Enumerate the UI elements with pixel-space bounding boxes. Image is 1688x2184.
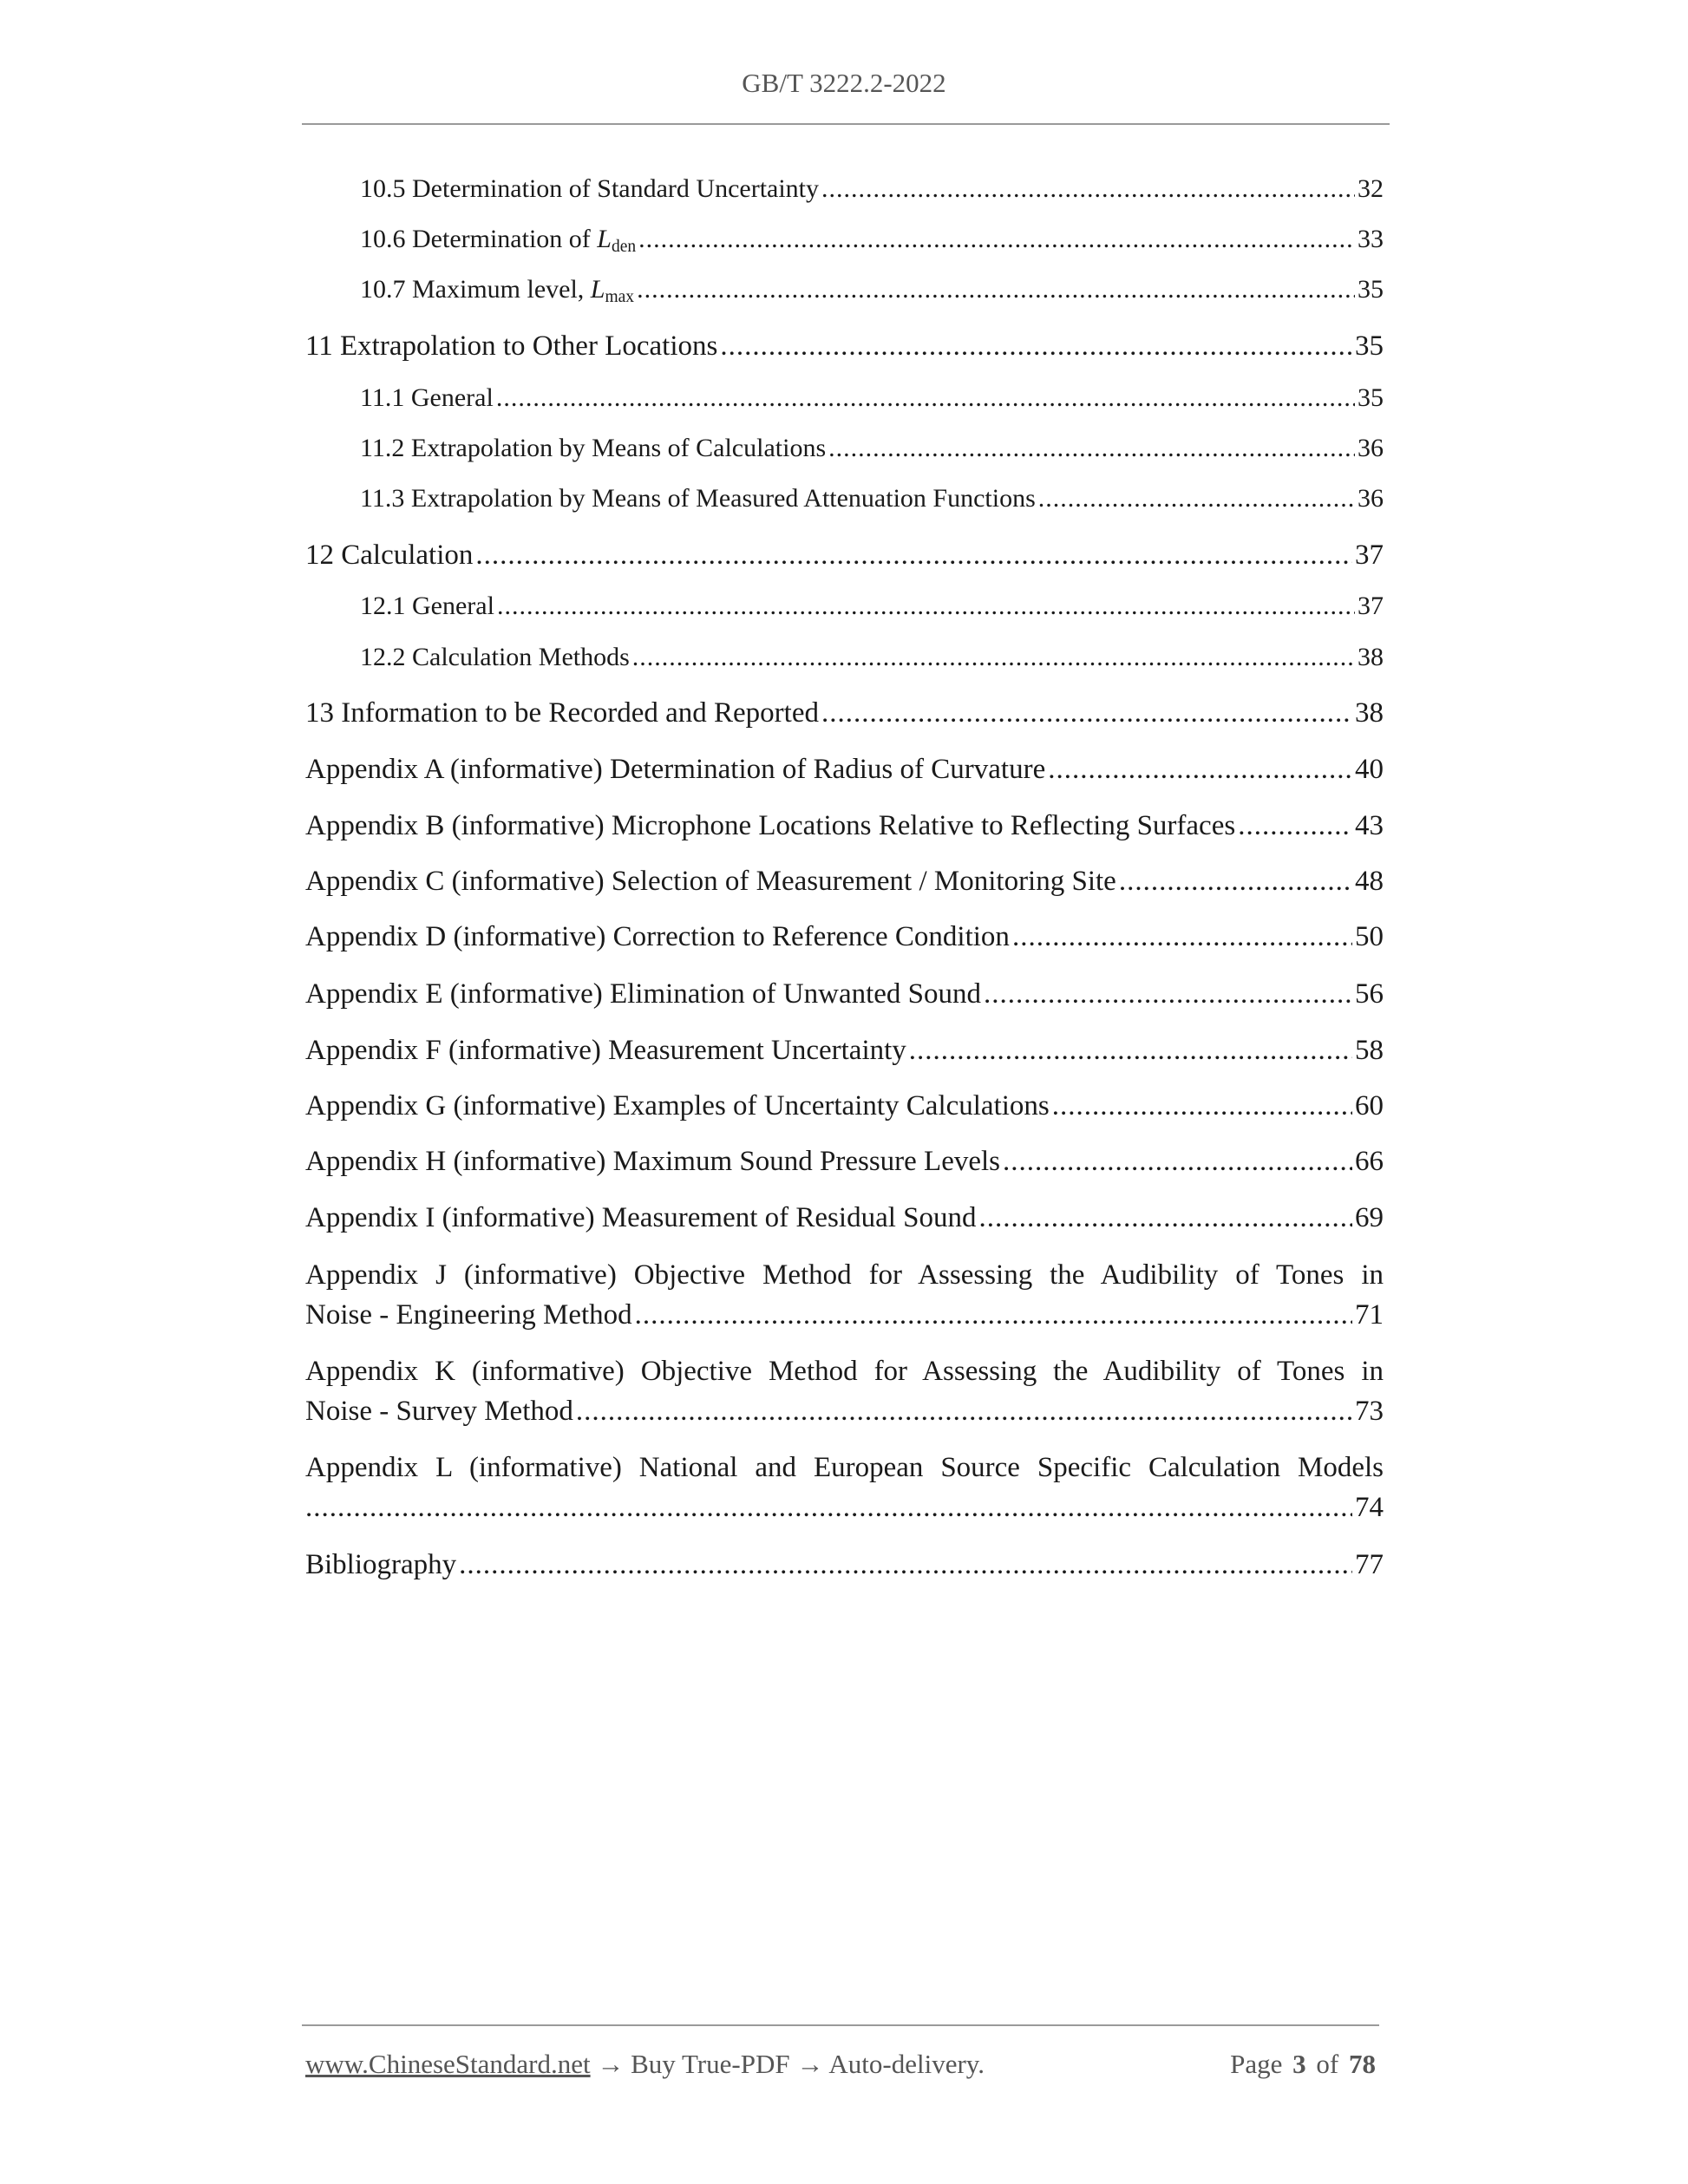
footer-divider (302, 2024, 1379, 2026)
toc-page-number: 50 (1355, 921, 1384, 952)
toc-entry[interactable] (305, 1201, 1384, 1236)
toc-entry[interactable] (305, 1491, 1384, 1526)
title-text: 12 Calculation (305, 539, 474, 571)
toc-entry-title (360, 274, 634, 307)
toc-entry[interactable] (305, 978, 1384, 1012)
toc-page-number: 35 (1358, 275, 1384, 304)
toc-entry[interactable] (305, 809, 1384, 844)
toc-entry-title (305, 920, 1010, 955)
toc-page-number: 69 (1355, 1202, 1384, 1233)
total-pages: 78 (1349, 2049, 1376, 2079)
toc-page-number: 36 (1358, 434, 1384, 462)
toc-page-number: 35 (1355, 330, 1384, 362)
toc-page-number: 38 (1358, 643, 1384, 671)
toc-entry[interactable] (305, 696, 1384, 731)
toc-entry[interactable] (305, 1034, 1384, 1069)
dot-leader (1038, 483, 1355, 514)
symbol-variable: L (597, 225, 612, 253)
toc-entry[interactable] (305, 330, 1384, 364)
page-indicator (1230, 2049, 1376, 2080)
toc-page-number: 48 (1355, 866, 1384, 897)
title-text: Noise - Engineering Method (305, 1299, 632, 1331)
toc-entry-title (360, 173, 819, 205)
toc-entry-title (360, 483, 1036, 514)
dot-leader (1048, 753, 1352, 788)
toc-entry-title-line[interactable]: Appendix K (informative) Objective Method for Assessing the Audibility of Tones in (305, 1356, 1384, 1387)
toc-page-number: 56 (1355, 978, 1384, 1010)
symbol-subscript: max (605, 287, 635, 306)
toc-entry-title (305, 1145, 1000, 1180)
toc-entry-title (305, 1089, 1050, 1124)
toc-entry-title-line[interactable]: Appendix J (informative) Objective Method for Assessing the Audibility of Tones in (305, 1259, 1384, 1291)
toc-entry-title (305, 1034, 906, 1069)
toc-entry[interactable] (360, 383, 1384, 414)
symbol-subscript: den (611, 237, 637, 256)
dot-leader (821, 696, 1352, 731)
toc-entry[interactable] (360, 433, 1384, 464)
toc-entry[interactable] (360, 483, 1384, 514)
toc-page-number: 40 (1355, 754, 1384, 785)
toc-entry-title (305, 753, 1045, 788)
title-text: Appendix C (informative) Selection of Measurement / Monitoring Site (305, 866, 1116, 897)
toc-entry[interactable] (305, 865, 1384, 899)
title-text: 10.6 Determination of (360, 225, 598, 253)
toc-entry[interactable] (305, 1145, 1384, 1180)
toc-page-number: 58 (1355, 1035, 1384, 1066)
toc-entry-title (305, 809, 1235, 844)
toc-entry-title (305, 1298, 632, 1333)
dot-leader (632, 642, 1355, 673)
dot-leader (496, 383, 1355, 414)
title-text: Bibliography (305, 1549, 457, 1580)
title-text: 12.2 Calculation Methods (360, 643, 630, 671)
toc-entry[interactable] (305, 1089, 1384, 1124)
toc-entry[interactable] (305, 1548, 1384, 1583)
title-text: 11.3 Extrapolation by Means of Measured Attenuation Functions (360, 484, 1036, 513)
dot-leader (828, 433, 1355, 464)
dot-leader (576, 1395, 1352, 1429)
dot-leader (635, 1298, 1352, 1333)
toc-entry[interactable] (305, 920, 1384, 955)
dot-leader (1238, 809, 1352, 844)
toc-entry-title (305, 1548, 456, 1583)
title-text: Appendix G (informative) Examples of Uncertainty Calculations (305, 1090, 1050, 1121)
title-text: 11.1 General (360, 383, 494, 412)
toc-entry-title (305, 696, 819, 731)
footer-promo (305, 2049, 985, 2080)
dot-leader (305, 1491, 1352, 1526)
title-text: 10.5 Determination of Standard Uncertainty (360, 174, 820, 203)
website-link[interactable]: www.ChineseStandard.net (305, 2049, 591, 2079)
dot-leader (638, 224, 1355, 255)
dot-leader (637, 274, 1355, 305)
toc-page-number: 37 (1355, 539, 1384, 571)
toc-entry[interactable] (305, 753, 1384, 788)
toc-entry-title (305, 330, 717, 364)
toc-entry-title (305, 539, 473, 573)
buy-text: Buy True-PDF (631, 2049, 790, 2079)
title-text: Appendix B (informative) Microphone Locations Relative to Reflecting Surfaces (305, 810, 1236, 841)
toc-entry-title (305, 1201, 977, 1236)
symbol-variable: L (590, 275, 605, 304)
toc-entry[interactable] (360, 224, 1384, 257)
dot-leader (984, 978, 1352, 1012)
dot-leader (1052, 1089, 1352, 1124)
toc-page-number: 33 (1358, 225, 1384, 253)
toc-page-number: 35 (1358, 383, 1384, 412)
toc-page-number: 77 (1355, 1549, 1384, 1580)
toc-page-number: 38 (1355, 697, 1384, 729)
toc-entry-title-line[interactable]: Appendix L (informative) National and European Source Specific Calculation Models (305, 1452, 1384, 1483)
title-text: Noise - Survey Method (305, 1396, 573, 1427)
dot-leader (1003, 1145, 1352, 1180)
page-label: Page (1230, 2049, 1283, 2079)
title-text: 11 Extrapolation to Other Locations (305, 330, 718, 362)
toc-entry[interactable] (305, 1395, 1384, 1429)
title-text: Appendix E (informative) Elimination of Unwanted Sound (305, 978, 982, 1010)
title-text: Appendix A (informative) Determination of Radius of Curvature (305, 754, 1046, 785)
toc-entry[interactable] (305, 539, 1384, 573)
toc-entry-title (360, 224, 636, 257)
dot-leader (1012, 920, 1352, 955)
toc-page-number: 32 (1358, 174, 1384, 203)
dot-leader (909, 1034, 1352, 1069)
toc-entry-title (360, 433, 826, 464)
toc-entry[interactable] (360, 274, 1384, 307)
of-label: of (1316, 2049, 1339, 2079)
current-page: 3 (1292, 2049, 1306, 2079)
arrow-right-icon: → (597, 2049, 625, 2079)
toc-page-number: 43 (1355, 810, 1384, 841)
toc-page-number: 74 (1355, 1492, 1384, 1523)
title-text: Appendix I (informative) Measurement of Residual Sound (305, 1202, 977, 1233)
title-text: 11.2 Extrapolation by Means of Calculations (360, 434, 827, 462)
toc-entry[interactable] (360, 642, 1384, 673)
toc-entry[interactable] (360, 591, 1384, 622)
toc-entry-title (360, 591, 494, 622)
arrow-right-icon: → (796, 2049, 824, 2079)
title-text: 12.1 General (360, 592, 494, 620)
dot-leader (497, 591, 1355, 622)
toc-entry-title (305, 1395, 573, 1429)
dot-leader (459, 1548, 1352, 1583)
toc-entry-title (305, 865, 1116, 899)
title-text: Appendix F (informative) Measurement Uncertainty (305, 1035, 906, 1066)
dot-leader (475, 539, 1352, 573)
toc-page-number: 60 (1355, 1090, 1384, 1121)
toc-page-number: 66 (1355, 1146, 1384, 1177)
dot-leader (979, 1201, 1353, 1236)
delivery-text: Auto-delivery. (828, 2049, 985, 2079)
document-header-title: GB/T 3222.2-2022 (742, 68, 946, 98)
toc-page-number: 36 (1358, 484, 1384, 513)
toc-entry-title (305, 978, 981, 1012)
toc-page-number: 71 (1355, 1299, 1384, 1331)
toc-entry-title (360, 383, 494, 414)
toc-entry[interactable] (305, 1298, 1384, 1333)
toc-entry-title (360, 642, 630, 673)
dot-leader (720, 330, 1352, 364)
dot-leader (1119, 865, 1352, 899)
toc-page-number: 37 (1358, 592, 1384, 620)
dot-leader (821, 173, 1355, 205)
title-text: 13 Information to be Recorded and Reported (305, 697, 819, 729)
title-text: Appendix H (informative) Maximum Sound Pressure Levels (305, 1146, 1001, 1177)
title-text: 10.7 Maximum level, (360, 275, 591, 304)
toc-entry[interactable] (360, 173, 1384, 205)
toc-page-number: 73 (1355, 1396, 1384, 1427)
title-text: Appendix D (informative) Correction to Reference Condition (305, 921, 1010, 952)
